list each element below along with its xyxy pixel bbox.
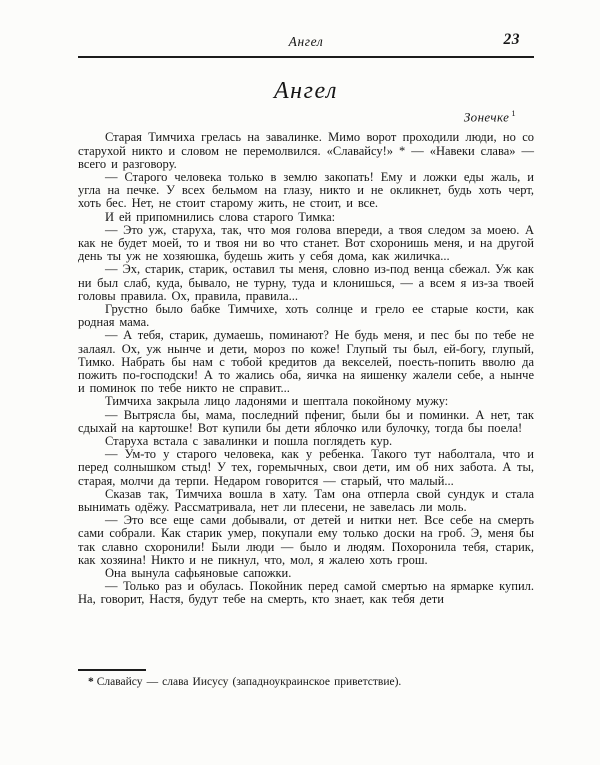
header-rule [78, 56, 534, 58]
paragraph: Старуха встала с завалинки и пошла поглядеть кур. [105, 434, 393, 448]
paragraph: — Только раз и обулась. Покойник перед самой смертью на ярмарке купил. На, говорит, Настя, будут тебе на смерть, кто знает, как тебя дети [78, 579, 534, 607]
paragraph: Она вынула сафьяновые сапожки. [105, 566, 292, 581]
paragraph: — А тебя, старик, думаешь, поминают? Не будь меня, и пес бы по тебе не залаял. Ох, уж нынче и дети, мороз по коже! Глупый ты был, ей-богу, глупый, Тимко. Набрать бы нам с тобой кредитов да векселей, поесть-попить вволю да пожить по-господски! А то жались оба, яичка на яишенку жалели себе, а нынче и поминок по тебе никто не справит... [78, 328, 534, 396]
footnote-rule [78, 669, 146, 671]
paragraph: — Ум-то у старого человека, как у ребенка. Такого тут наболтала, что и перед солнышком стыд! У тех, горемычных, свои дети, им об них забота. А ты, старая, молчи да терпи. Недаром говорится — старый, что малый... [78, 447, 534, 488]
running-head-row [78, 31, 534, 55]
paragraph: Грустно было бабке Тимчихе, хоть солнце и грело ее старые кости, как родная мама. [78, 301, 534, 330]
paragraph: — Эх, старик, старик, оставил ты меня, словно из-под венца сбежал. Уж как ни был слаб, куда, бывало, не турну, туда и клонишься, — а всем я из-за твоей головы правила. Ох, правила, правила... [78, 262, 534, 303]
paragraph: — Вытрясла бы, мама, последний пфениг, были бы и поминки. А нет, так сдыхай на картошке! Вот купили бы дети яблочко или булочку, тогда бы поела! [78, 407, 534, 435]
dedication-name: Зонечке [463, 109, 510, 125]
paragraph: — Это уж, старуха, так, что моя голова впереди, а твоя следом за моею. А как не будет моей, то и твоя ни во что станет. Вот схоронишь меня, и на другой день ты уж не хозяюшка, будешь жить у себя дома, как жиличка... [78, 222, 534, 264]
paragraph: И ей припомнились слова старого Тимка: [105, 209, 336, 224]
paragraph: Старая Тимчиха грелась на завалинке. Мимо ворот проходили люди, но со старухой никто и словом не перемолвился. «Славайсу!» * — «Навеки слава» — всего и разговору. [78, 130, 534, 171]
footnote-area [78, 669, 534, 689]
footnote-reference: 1 [511, 108, 516, 118]
paragraph: Сказав так, Тимчиха вошла в хату. Там она отперла свой сундук и стала вынимать одёжу. Рассматривала, нет ли плесени, не завелась ли моль. [78, 486, 534, 515]
page-number: 23 [503, 31, 520, 48]
footnote-text: Славайсу — слава Иисусу (западноукраинское приветствие). [96, 675, 402, 688]
text-block [78, 31, 534, 607]
footnote [78, 676, 534, 689]
footnote-marker: * [88, 675, 94, 688]
story-title: Ангел [274, 78, 338, 104]
paragraph: Тимчиха закрыла лицо ладонями и шептала покойному мужу: [105, 394, 449, 409]
story-body [78, 131, 534, 606]
paragraph: — Старого человека только в землю закопать! Ему и ложки еды жаль, и угла на печке. У всех бельмом на глазу, никто и не окликнет, будь хоть черт, хоть бес. Нет, не стоит старому жить, не стоит, и все. [78, 169, 534, 211]
dedication [78, 108, 534, 125]
paragraph: — Это все еще сами добывали, от детей и нитки нет. Все себе на смерть сами собрали. Как старик умер, покупали ему только доски на гроб. Э, меня бы так славно схоронили! Были люди — было и людям. Похоронила тебя, старик, как хозяина! Никто и не пикнул, что, мол, я жалею хоть грош. [78, 513, 534, 567]
running-head: Ангел [288, 34, 324, 49]
